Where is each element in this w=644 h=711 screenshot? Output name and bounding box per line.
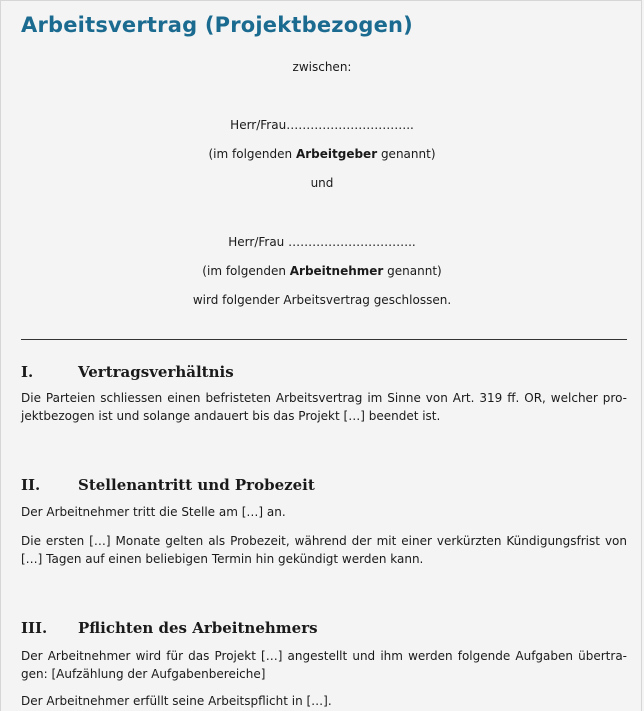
party2-line: Herr/Frau ………………………….. [228,235,416,249]
paragraph-line: Der Arbeitnehmer erfüllt seine Arbeitspflicht in […]. [21,694,332,708]
and-text: und [310,176,334,190]
closing-text: wird folgender Arbeitsvertrag geschlossen. [192,293,452,307]
paragraph-line: Der Arbeitnehmer wird für das Projekt […] angestellt und ihm werden folgende Aufgaben übertra- [21,649,627,663]
party2-role [1,263,643,279]
section-number: III. [21,619,48,637]
section-number: I. [21,363,34,381]
divider [21,339,627,340]
section-heading [21,475,315,495]
party1-role [1,146,643,162]
paragraph-line: Die ersten […] Monate gelten als Probezeit, während der mit einer verkürzten Kündigungsfrist von [21,534,627,548]
section-title: Stellenantritt und Probezeit [78,476,315,494]
role-text: genannt) [377,147,436,161]
paragraph-line: jektbezogen ist und solange andauert bis das Projekt […] beendet ist. [21,409,441,423]
section-number: II. [21,476,41,494]
role-bold: Arbeitnehmer [289,264,384,278]
paragraph-line: […] Tagen auf einen beliebigen Termin hin gekündigt werden kann. [21,552,424,566]
document-title: Arbeitsvertrag (Projektbezogen) [21,13,413,37]
party1-line: Herr/Frau………………………….. [230,118,414,132]
section-heading [21,618,318,638]
paragraph-line: Die Parteien schliessen einen befristeten Arbeitsvertrag im Sinne von Art. 319 ff. OR, welcher pro- [21,391,627,405]
between-text: zwischen: [292,60,352,74]
role-bold: Arbeitgeber [295,147,378,161]
role-text: genannt) [383,264,442,278]
section-title: Vertragsverhältnis [78,363,234,381]
role-text: (im folgenden [202,264,290,278]
paragraph-line: Der Arbeitnehmer tritt die Stelle am […] an. [21,505,286,519]
paragraph-line: gen: [Aufzählung der Aufgabenbereiche] [21,667,266,681]
role-text: (im folgenden [208,147,296,161]
section-heading [21,362,234,382]
section-title: Pflichten des Arbeitnehmers [78,619,318,637]
